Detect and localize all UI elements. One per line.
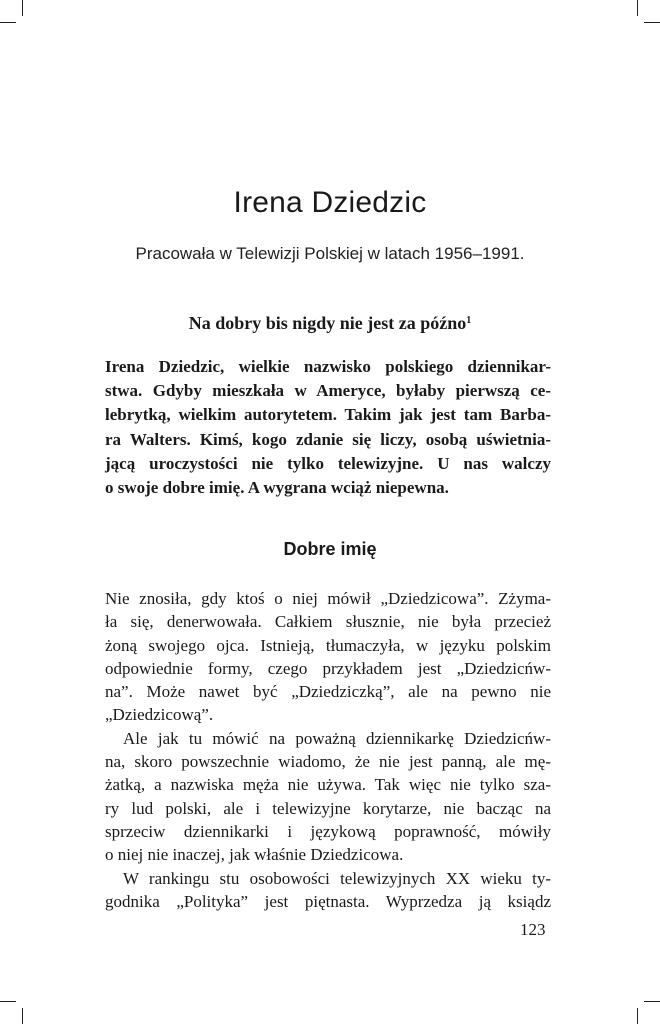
body-line: sprzeciw dziennikarki i językową poprawność, mówiły	[105, 821, 551, 841]
crop-mark-bottom-right	[637, 1008, 638, 1024]
crop-mark-left-lower	[0, 1001, 16, 1002]
crop-mark-top-left	[22, 0, 23, 16]
lead-line: Irena Dziedzic, wielkie nazwisko polskiego dziennikar-	[105, 357, 551, 376]
lead-line: o swoje dobre imię. A wygrana wciąż niepewna.	[105, 478, 449, 498]
crop-mark-bottom-left	[22, 1008, 23, 1024]
lead-line: lebrytką, wielkim autorytetem. Takim jak jest tam Barba-	[105, 405, 551, 425]
body-line: ry lud polski, ale i telewizyjne korytarze, nie bacząc na	[105, 798, 551, 818]
body-line: „Dziedzicową”.	[105, 705, 214, 725]
chapter-subtitle: Pracowała w Telewizji Polskiej w latach 1956–1991.	[135, 244, 525, 263]
body-line: na”. Może nawet być „Dziedziczką”, ale na pewno nie	[105, 682, 551, 702]
body-line: Nie znosiła, gdy ktoś o niej mówił „Dziedzicowa”. Zżyma-	[105, 589, 551, 608]
body-line: W rankingu stu osobowości telewizyjnych XX wieku ty-	[123, 868, 551, 888]
interview-heading	[0, 313, 660, 334]
lead-paragraph	[105, 355, 551, 500]
crop-mark-right-upper	[644, 22, 660, 23]
page-number: 123	[520, 920, 546, 939]
body-line: odpowiednie formy, czego przykładem jest „Dziedzicńw-	[105, 658, 551, 678]
body-line: ła się, denerwowała. Całkiem słusznie, nie była przecież	[105, 612, 551, 632]
footnote-marker: 1	[466, 315, 472, 326]
body-text	[105, 587, 551, 913]
interview-heading-text: Na dobry bis nigdy nie jest za późno	[188, 313, 467, 333]
chapter-title: Irena Dziedzic	[233, 186, 427, 219]
body-line: żoną swojego ojca. Istnieją, tłumaczyła, w języku polskim	[105, 635, 551, 655]
lead-line: ra Walters. Kimś, kogo zdanie się liczy, osobą uświetnia-	[105, 429, 551, 449]
lead-line: jącą uroczystości nie tylko telewizyjne. U nas walczy	[105, 453, 551, 473]
crop-mark-right-lower	[644, 1001, 660, 1002]
lead-line: stwa. Gdyby mieszkała w Ameryce, byłaby pierwszą ce-	[105, 381, 551, 401]
crop-mark-top-right	[637, 0, 638, 16]
body-line: o niej nie inaczej, jak właśnie Dziedzicowa.	[105, 845, 404, 865]
body-line: na, skoro powszechnie wiadomo, że nie jest panną, ale mę-	[105, 752, 551, 772]
section-heading: Dobre imię	[283, 539, 377, 559]
body-line: Ale jak tu mówić na poważną dziennikarkę Dziedzicńw-	[123, 728, 551, 748]
body-line: godnika „Polityka” jest piętnasta. Wyprzedza ją ksiądz	[105, 891, 551, 911]
body-line: żatką, a nazwiska męża nie używa. Tak więc nie tylko sza-	[105, 775, 551, 795]
crop-mark-left-upper	[0, 22, 16, 23]
